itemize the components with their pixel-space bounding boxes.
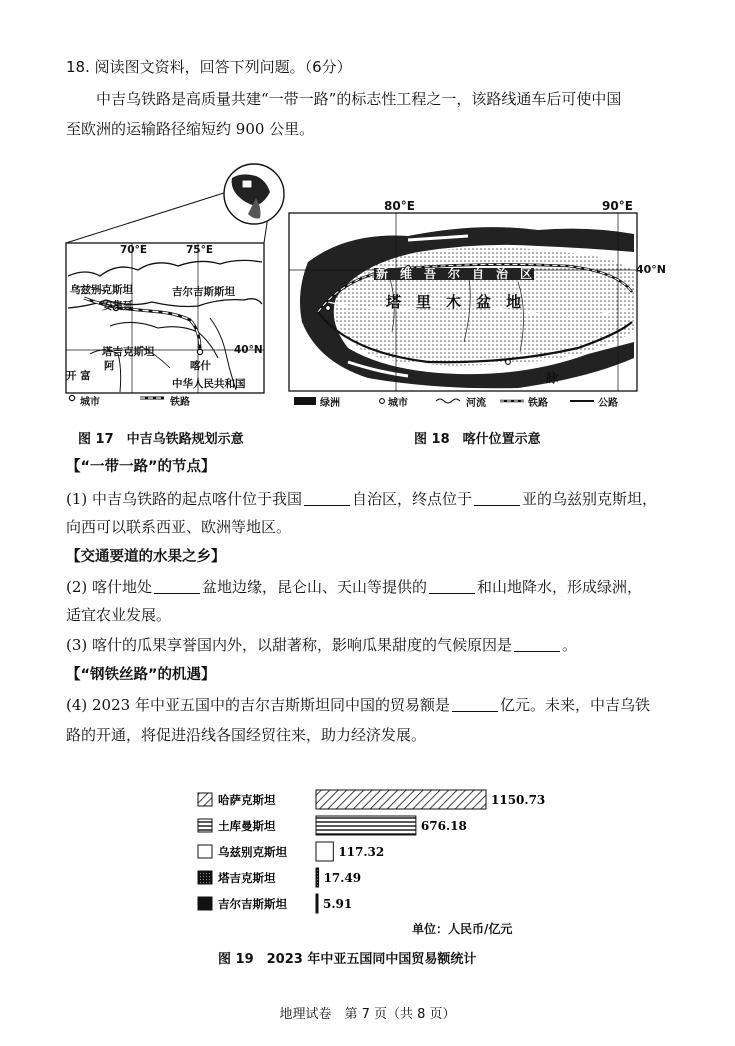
question-4-line-2: 路的开通，将促进沿线各国经贸往来，助力经济发展。 [66, 726, 427, 744]
legend-swatch-0 [198, 793, 212, 806]
category-label-1: 土库曼斯坦 [218, 819, 276, 833]
question-header: 18. 阅读图文资料，回答下列问题。（6分） [66, 58, 352, 76]
chart-unit-label: 单位：人民币/亿元 [412, 922, 513, 936]
fig17-lon-70: 70°E [120, 244, 148, 256]
question-1-line-1: (1) 中吉乌铁路的起点喀什位于我国 自治区，终点位于 亚的乌兹别克斯坦， [66, 490, 658, 508]
fig17-lat-40: 40°N [234, 344, 263, 356]
figure-19-caption: 图 19 2023 年中亚五国同中国贸易额统计 [218, 952, 477, 967]
bar-2 [316, 842, 333, 861]
label-xinjiang: 新 维 吾 尔 自 治 区 [376, 267, 533, 281]
figure-17-caption: 图 17 中吉乌铁路规划示意 [78, 432, 244, 447]
label-afghanistan-a: 阿 [104, 360, 115, 372]
category-label-2: 乌兹别克斯坦 [218, 845, 287, 859]
fig18-lon-80: 80°E [384, 199, 415, 213]
label-mai: 脉 [546, 371, 559, 385]
answer-blank-1[interactable] [304, 491, 350, 506]
category-label-0: 哈萨克斯坦 [218, 793, 276, 807]
page-footer: 地理试卷 第 7 页（共 8 页） [279, 1007, 456, 1022]
value-label-2: 117.32 [338, 845, 385, 859]
bar-0 [316, 790, 486, 809]
label-kashgar: 喀什 [190, 360, 211, 372]
fig18-lat-40: 40°N [636, 263, 667, 276]
label-andijan: 安集延 [102, 300, 134, 312]
fig18-legend-city: 城市 [388, 398, 408, 409]
fig17-legend-city: 城市 [80, 397, 100, 408]
question-2-line-1: (2) 喀什地处 盆地边缘，昆仑山、天山等提供的 和山地降水，形成绿洲， [66, 578, 643, 596]
legend-swatch-2 [198, 845, 212, 858]
bar-4 [316, 894, 318, 913]
legend-swatch-1 [198, 819, 212, 832]
intro-line-2: 至欧洲的运输路径缩短约 900 公里。 [66, 120, 315, 138]
question-1-line-2: 向西可以联系西亚、欧洲等地区。 [66, 518, 292, 536]
fig18-legend-river: 河流 [466, 398, 486, 409]
label-tajikistan: 塔吉克斯坦 [102, 346, 155, 358]
legend-swatch-4 [198, 897, 212, 910]
label-prc: 中华人民共和国 [172, 378, 246, 390]
figure-17-map [60, 158, 295, 403]
answer-blank-6[interactable] [452, 697, 498, 712]
value-label-1: 676.18 [420, 819, 467, 833]
legend-swatch-3 [198, 871, 212, 884]
bar-3 [316, 868, 319, 887]
label-afghanistan-b: 开 富 [66, 370, 91, 382]
section-3-title: 【“钢铁丝路”的机遇】 [66, 667, 216, 683]
value-label-4: 5.91 [323, 897, 353, 911]
label-uzbekistan: 乌兹别克斯坦 [70, 284, 133, 296]
fig18-legend-road: 公路 [598, 398, 618, 409]
fig18-legend-oasis: 绿洲 [320, 398, 340, 409]
section-2-title: 【交通要道的水果之乡】 [66, 549, 226, 565]
section-1-title: 【“一带一路”的节点】 [66, 459, 216, 475]
value-label-3: 17.49 [323, 871, 362, 885]
value-label-0: 1150.73 [491, 793, 546, 807]
figure-19-bar-chart [190, 785, 570, 920]
fig18-legend-railway: 铁路 [528, 398, 548, 409]
answer-blank-4[interactable] [429, 579, 475, 594]
answer-blank-5[interactable] [514, 637, 560, 652]
fig18-lon-90: 90°E [602, 199, 633, 213]
intro-line-1: 中吉乌铁路是高质量共建“一带一路”的标志性工程之一，该路线通车后可使中国 [96, 90, 622, 108]
question-3: (3) 喀什的瓜果享誉国内外，以甜著称，影响瓜果甜度的气候原因是 。 [66, 636, 578, 654]
fig17-lon-75: 75°E [186, 244, 214, 256]
category-label-4: 吉尔吉斯斯坦 [218, 897, 287, 911]
answer-blank-3[interactable] [154, 579, 200, 594]
question-4-line-1: (4) 2023 年中亚五国中的吉尔吉斯斯坦同中国的贸易额是 亿元。未来，中吉乌铁 [66, 696, 650, 714]
bar-1 [316, 816, 416, 835]
answer-blank-2[interactable] [474, 491, 520, 506]
fig17-legend-railway: 铁路 [170, 397, 190, 408]
label-taklimakan: 塔 里 木 盆 地 [386, 293, 522, 311]
figure-18-caption: 图 18 喀什位置示意 [414, 432, 541, 447]
question-2-line-2: 适宜农业发展。 [66, 606, 172, 624]
category-label-3: 塔吉克斯坦 [218, 871, 276, 885]
label-kyrgyzstan: 吉尔吉斯斯坦 [172, 286, 235, 298]
